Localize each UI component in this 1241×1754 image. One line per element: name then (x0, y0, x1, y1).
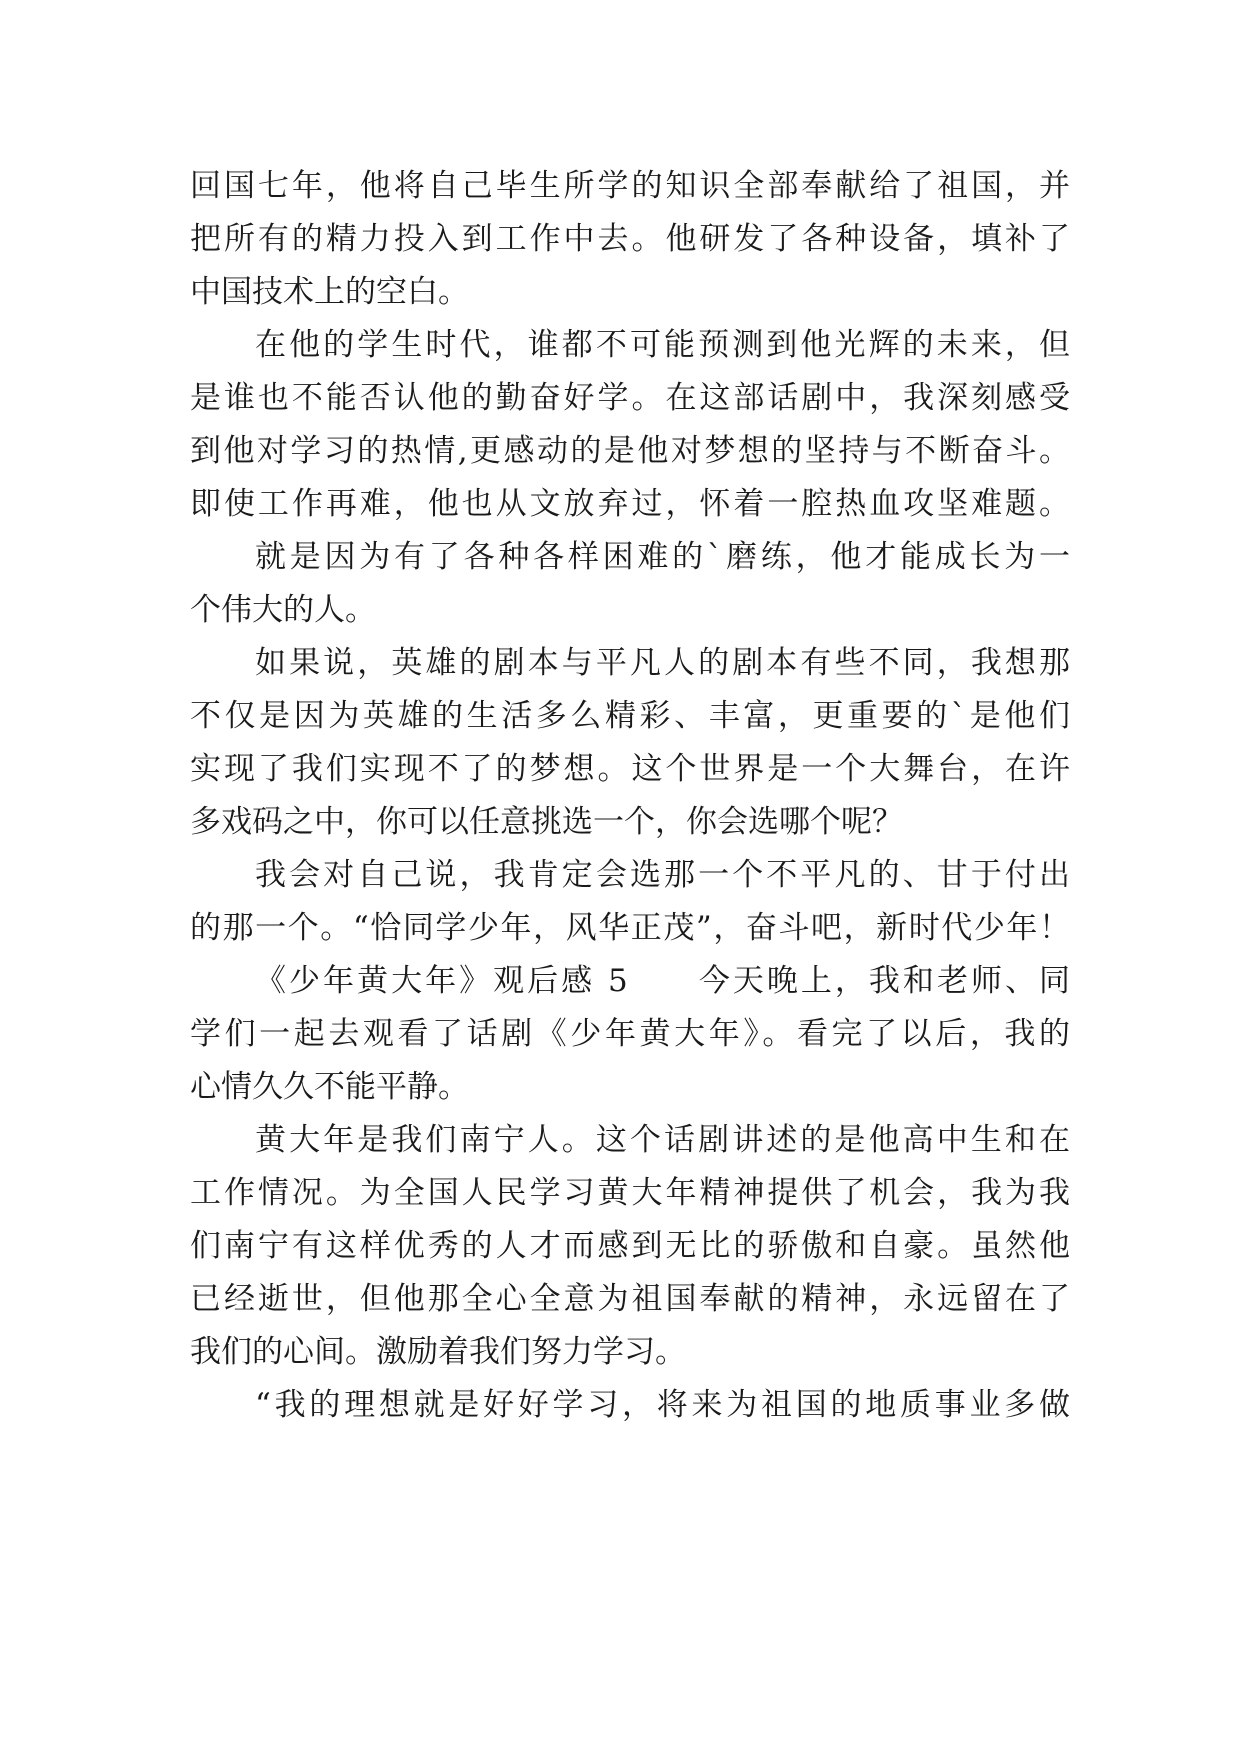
text-line: 实现了我们实现不了的梦想。这个世界是一个大舞台，在许 (190, 751, 1070, 787)
text-line: 个伟大的人。 (190, 592, 376, 628)
text-line: 的那一个。“恰同学少年，风华正茂”，奋斗吧，新时代少年！ (190, 910, 1070, 946)
text-line: 把所有的精力投入到工作中去。他研发了各种设备，填补了 (190, 221, 1070, 257)
paragraph-start-line: “我的理想就是好好学习，将来为祖国的地质事业多做 (255, 1387, 1070, 1423)
text-line: 心情久久不能平静。 (190, 1069, 469, 1105)
text-line: 多戏码之中，你可以任意挑选一个，你会选哪个呢？ (190, 804, 903, 840)
text-line: 中国技术上的空白。 (190, 274, 469, 310)
paragraph-start-line: 就是因为有了各种各样困难的`磨练，他才能成长为一 (255, 539, 1070, 575)
paragraph-start-line: 在他的学生时代，谁都不可能预测到他光辉的未来，但 (255, 327, 1070, 363)
text-line: 我们的心间。激励着我们努力学习。 (190, 1334, 686, 1370)
text-line: 即使工作再难，他也从文放弃过，怀着一腔热血攻坚难题。 (190, 486, 1070, 522)
paragraph-start-line: 我会对自己说，我肯定会选那一个不平凡的、甘于付出 (255, 857, 1070, 893)
text-line: 回国七年，他将自己毕生所学的知识全部奉献给了祖国，并 (190, 168, 1070, 204)
paragraph-start-line: 《少年黄大年》观后感 5 今天晚上，我和老师、同 (255, 963, 1070, 999)
text-line: 工作情况。为全国人民学习黄大年精神提供了机会，我为我 (190, 1175, 1070, 1211)
text-line: 到他对学习的热情,更感动的是他对梦想的坚持与不断奋斗。 (190, 433, 1070, 469)
text-line: 们南宁有这样优秀的人才而感到无比的骄傲和自豪。虽然他 (190, 1228, 1070, 1264)
text-line: 不仅是因为英雄的生活多么精彩、丰富，更重要的`是他们 (190, 698, 1070, 734)
paragraph-start-line: 黄大年是我们南宁人。这个话剧讲述的是他高中生和在 (255, 1122, 1070, 1158)
text-line: 学们一起去观看了话剧《少年黄大年》。看完了以后，我的 (190, 1016, 1070, 1052)
text-line: 是谁也不能否认他的勤奋好学。在这部话剧中，我深刻感受 (190, 380, 1070, 416)
paragraph-start-line: 如果说，英雄的剧本与平凡人的剧本有些不同，我想那 (255, 645, 1070, 681)
text-line: 已经逝世，但他那全心全意为祖国奉献的精神，永远留在了 (190, 1281, 1070, 1317)
